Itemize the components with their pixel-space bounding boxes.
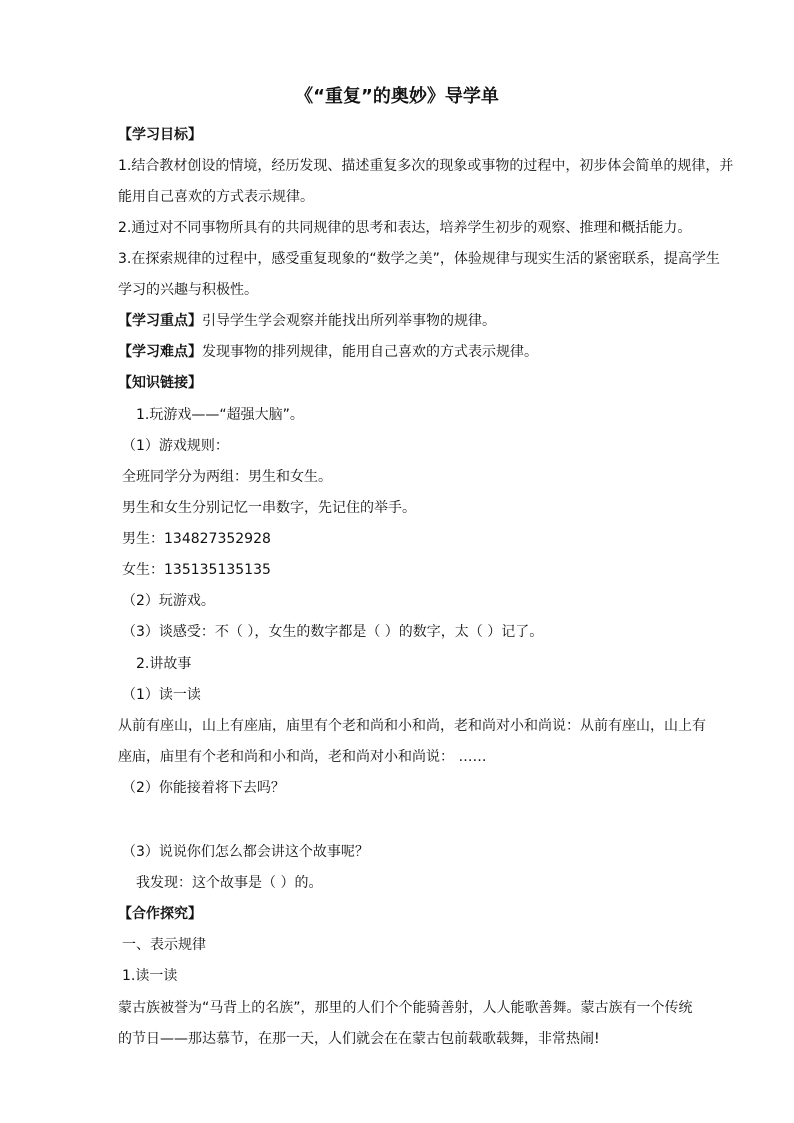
mongol-line-1: 蒙古族被誉为“马背上的名族”，那里的人们个个能骑善射，人人能歌善舞。蒙古族有一个传统 bbox=[118, 1000, 693, 1016]
story-line-2: 座庙，庙里有个老和尚和小和尚，老和尚对小和尚说： …… bbox=[118, 749, 487, 765]
goal-1-line-1: 1.结合教材创设的情境，经历发现、描述重复多次的现象或事物的过程中，初步体会简单的规律，并 bbox=[118, 158, 734, 174]
girls-row bbox=[122, 561, 714, 579]
coop-heading: 【合作探究】 bbox=[118, 906, 202, 922]
story-line-1: 从前有座山，山上有座庙，庙里有个老和尚和小和尚，老和尚对小和尚说：从前有座山，山上有 bbox=[118, 718, 706, 734]
girls-number: 135135135135 bbox=[164, 562, 271, 578]
mongol-line-2: 的节日——那达慕节，在那一天，人们就会在在蒙古包前载歌载舞，非常热闹! bbox=[118, 1031, 600, 1047]
rule-2: 男生和女生分别记忆一串数字，先记住的举手。 bbox=[122, 500, 416, 516]
why-question: （3）说说你们怎么都会讲这个故事呢？ bbox=[122, 844, 369, 860]
key-point-heading: 【学习重点】 bbox=[118, 313, 202, 329]
boys-number: 134827352928 bbox=[164, 531, 271, 547]
goal-3-line-2: 学习的兴趣与积极性。 bbox=[118, 282, 258, 298]
play-step: （2）玩游戏。 bbox=[122, 593, 215, 609]
goal-1-line-2: 能用自己喜欢的方式表示规律。 bbox=[118, 189, 314, 205]
key-point-text: 引导学生学会观察并能找出所列举事物的规律。 bbox=[202, 313, 496, 329]
girls-label: 女生： bbox=[122, 562, 164, 578]
feel-step: （3）谈感受：不（ ），女生的数字都是（ ）的数字，太（ ）记了。 bbox=[122, 624, 544, 640]
story-title: 2.讲故事 bbox=[136, 656, 192, 672]
goal-2: 2.通过对不同事物所具有的共同规律的思考和表达，培养学生初步的观察、推理和概括能力。 bbox=[118, 220, 692, 236]
discover-line: 我发现：这个故事是（ ）的。 bbox=[136, 875, 323, 891]
read-step: （1）读一读 bbox=[122, 687, 201, 703]
continue-question: （2）你能接着将下去吗？ bbox=[122, 780, 285, 796]
goals-heading: 【学习目标】 bbox=[118, 127, 202, 143]
link-heading: 【知识链接】 bbox=[118, 375, 202, 391]
goal-3-line-1: 3.在探索规律的过程中，感受重复现象的“数学之美”，体验规律与现实生活的紧密联系，提高学生 bbox=[118, 251, 720, 267]
part-1-title: 一、表示规律 bbox=[122, 937, 206, 953]
difficulty-heading: 【学习难点】 bbox=[118, 344, 202, 360]
game-rules: （1）游戏规则： bbox=[122, 438, 229, 454]
read-2-step: 1.读一读 bbox=[122, 968, 178, 984]
page-title: 《“重复”的奥妙》导学单 bbox=[295, 86, 499, 107]
boys-label: 男生： bbox=[122, 531, 164, 547]
game-title: 1.玩游戏——“超强大脑”。 bbox=[136, 407, 304, 423]
difficulty-text: 发现事物的排列规律，能用自己喜欢的方式表示规律。 bbox=[202, 344, 538, 360]
boys-row bbox=[122, 530, 714, 548]
difficulty-row bbox=[118, 343, 714, 361]
key-point-row bbox=[118, 312, 714, 330]
rule-1: 全班同学分为两组：男生和女生。 bbox=[122, 469, 332, 485]
